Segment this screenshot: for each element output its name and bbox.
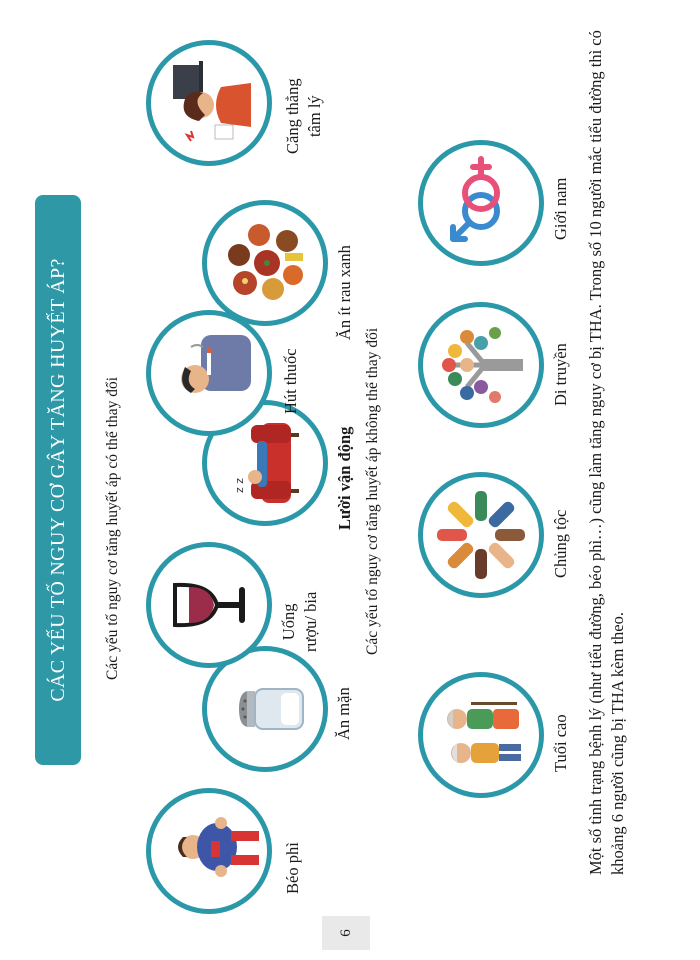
- page-number-box: [322, 916, 370, 950]
- label-smoking: Hút thuốc: [281, 348, 300, 414]
- note-paragraph: Một số tình trạng bệnh lý (như tiểu đường, béo phì…) cũng làm tăng nguy cơ bị THA. Trong số 10 người mắc tiểu đường thì có khoảng 6 người cũng bị THA kèm theo.: [586, 30, 627, 875]
- label-obesity: Béo phì: [283, 842, 302, 894]
- label-alcohol-line1: Uống: [279, 603, 298, 641]
- label-alcohol-line2: rượu/ bia: [301, 591, 320, 652]
- family-tree-icon: [418, 302, 544, 428]
- gender-symbols-icon: [418, 140, 544, 266]
- title-banner: [35, 195, 81, 765]
- label-stress-line2: tâm lý: [305, 95, 324, 138]
- page-number: 6: [337, 929, 354, 937]
- label-stress: [282, 78, 326, 154]
- fast-food-icon: [202, 200, 328, 326]
- page-title: CÁC YẾU TỐ NGUY CƠ GÂY TĂNG HUYẾT ÁP?: [46, 258, 69, 702]
- smoking-man-icon: [146, 310, 272, 436]
- label-alcohol: [278, 592, 322, 652]
- elderly-couple-icon: [418, 672, 544, 798]
- label-low-vegetables: Ăn ít rau xanh: [335, 245, 354, 340]
- obese-man-icon: [146, 788, 272, 914]
- stressed-woman-icon: [146, 40, 272, 166]
- label-sedentary: Lười vận động: [335, 426, 354, 530]
- label-stress-line1: Căng thẳng: [283, 78, 302, 154]
- modifiable-heading: Các yếu tố nguy cơ tăng huyết áp có thể thay đổi: [104, 376, 121, 680]
- label-old-age: Tuổi cao: [551, 714, 570, 772]
- non-modifiable-heading: Các yếu tố nguy cơ tăng huyết áp không thể thay đổi: [364, 327, 381, 655]
- diverse-hands-icon: [418, 472, 544, 598]
- wine-glass-icon: [146, 542, 272, 668]
- svg-text:z z: z z: [233, 477, 246, 493]
- label-salty-food: Ăn mặn: [334, 687, 353, 740]
- label-male-gender: Giới nam: [551, 177, 570, 240]
- label-ethnicity: Chủng tộc: [551, 509, 570, 578]
- label-heredity: Di truyền: [551, 343, 570, 406]
